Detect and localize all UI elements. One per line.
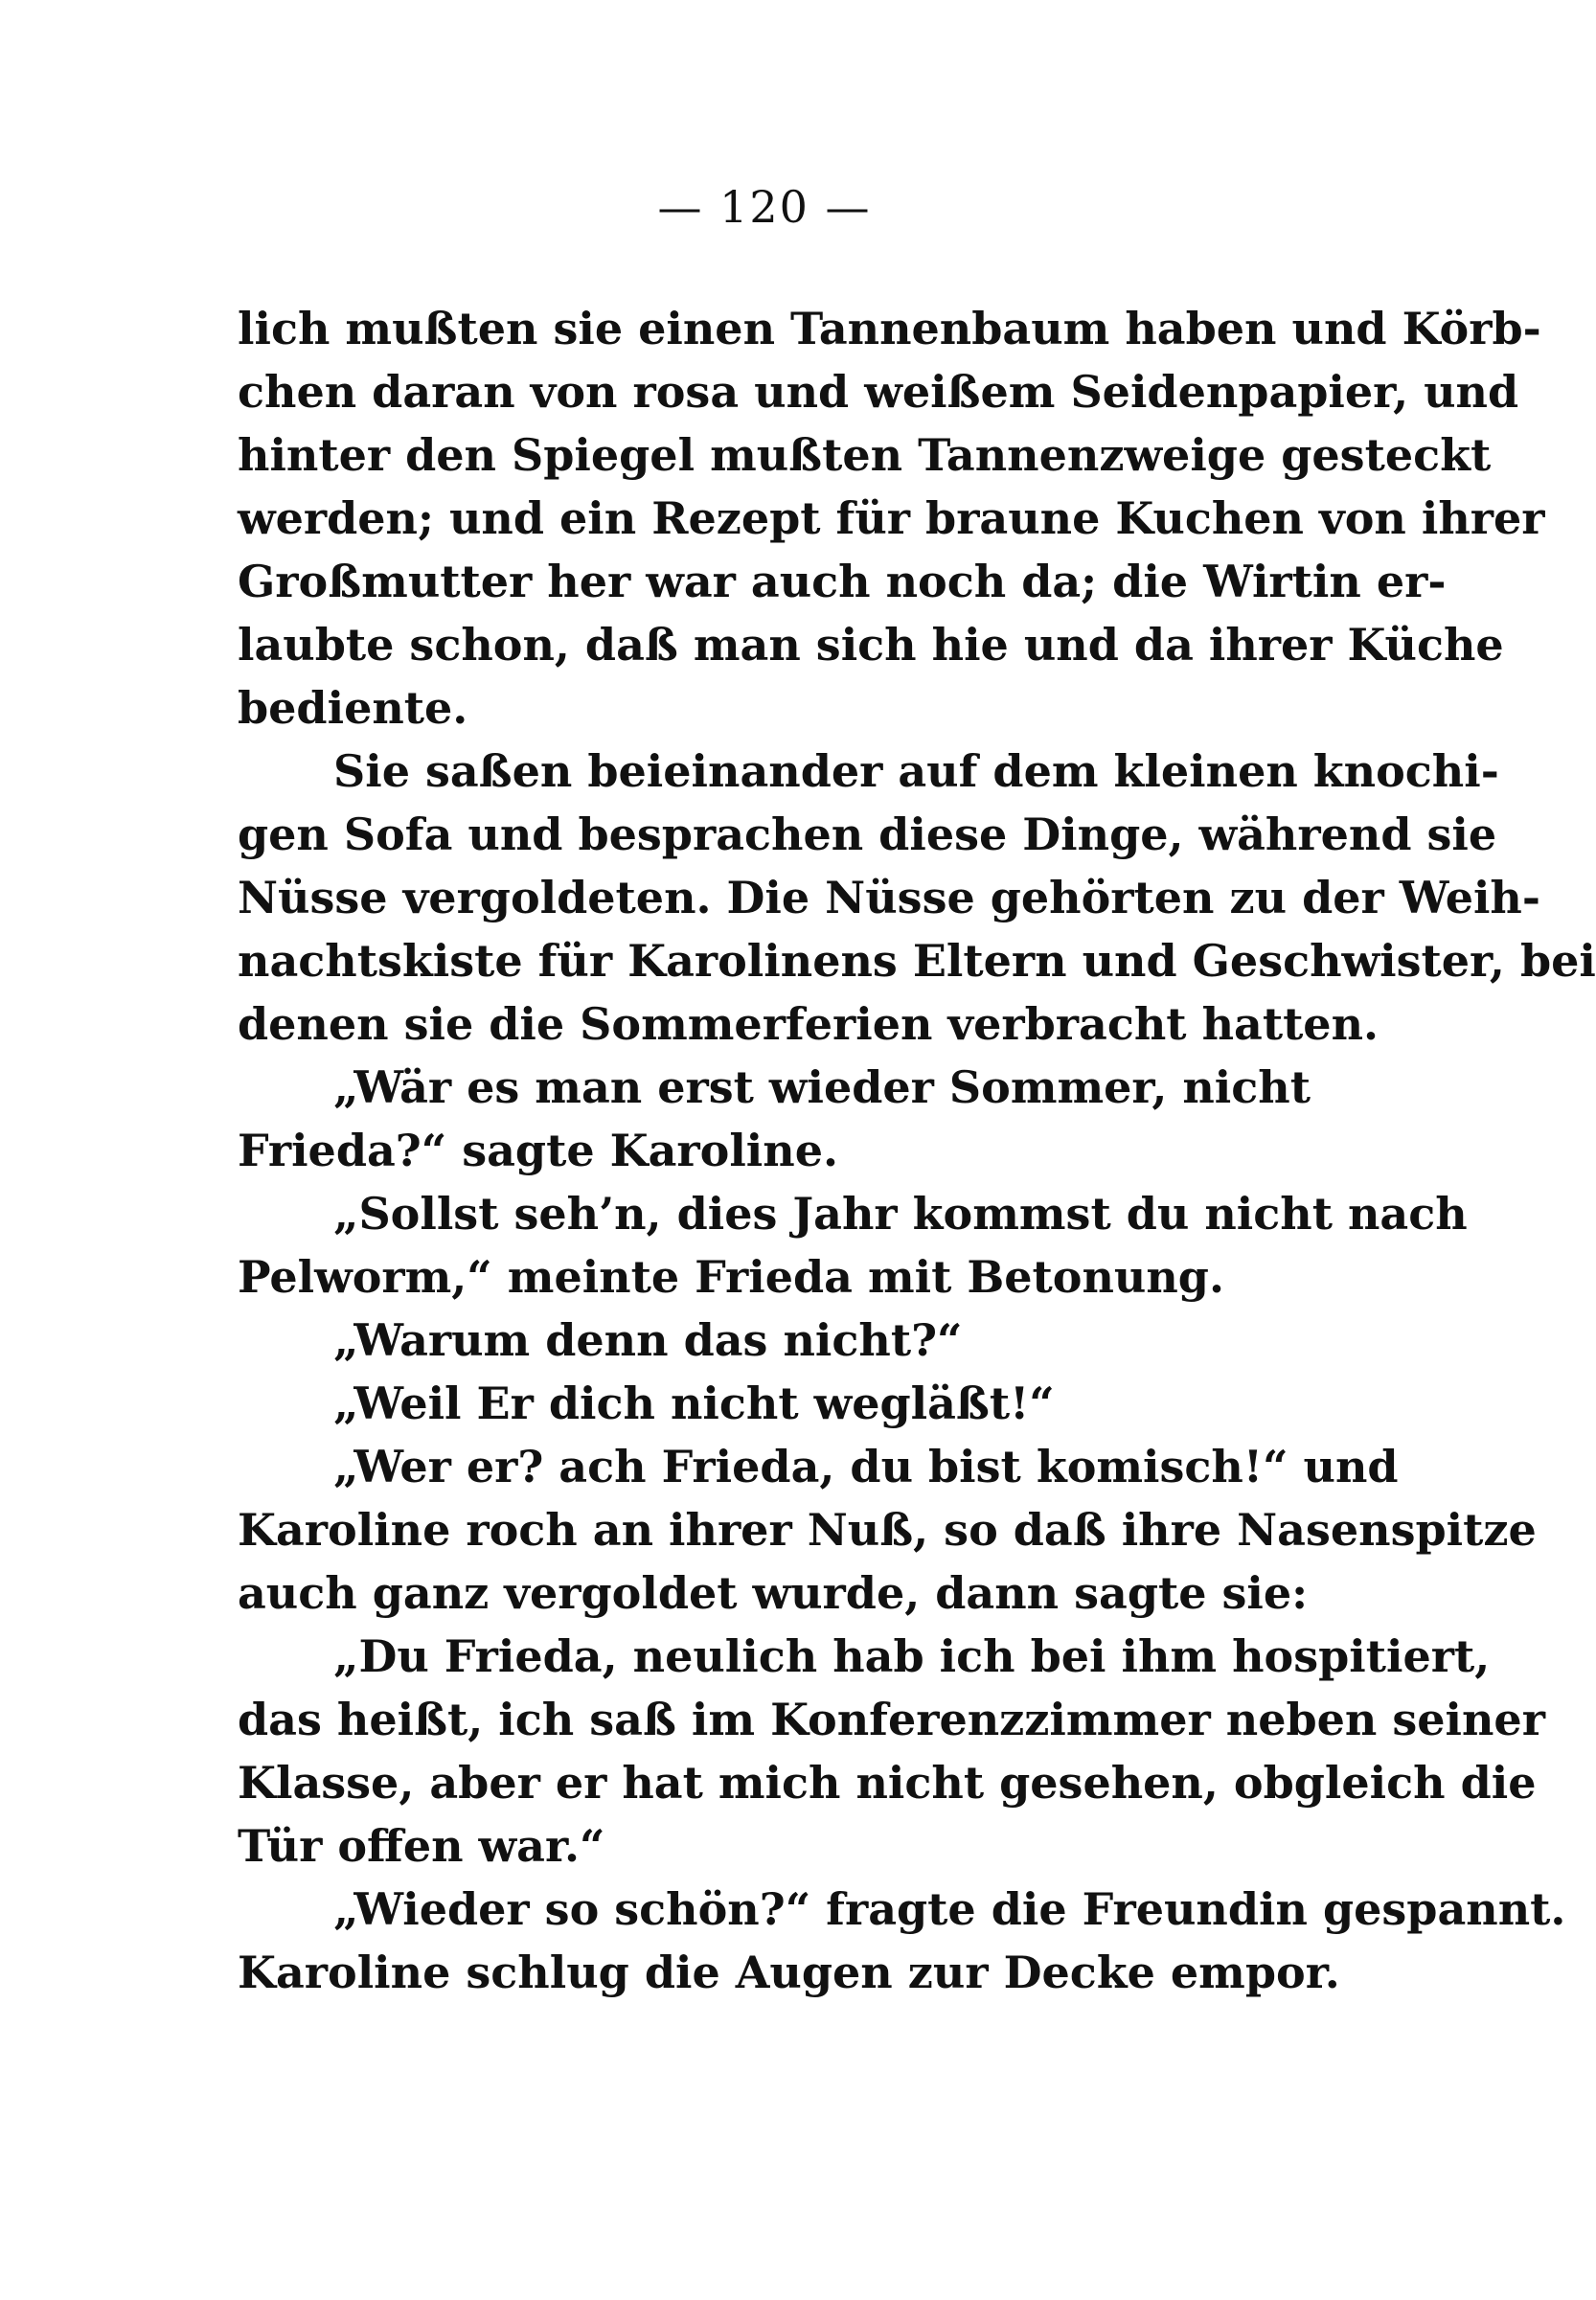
text-line: laubte schon, daß man sich hie und da ihrer Küche xyxy=(238,619,1504,671)
text-line: Karoline schlug die Augen zur Decke empor. xyxy=(238,1947,1340,1998)
text-line: „Wer er? ach Frieda, du bist komisch!“ und xyxy=(333,1441,1399,1492)
text-line: Pelworm,“ meinte Frieda mit Betonung. xyxy=(238,1251,1224,1303)
text-line: chen daran von rosa und weißem Seidenpapier, und xyxy=(238,366,1519,418)
text-line: das heißt, ich saß im Konferenzzimmer neben seiner xyxy=(238,1694,1545,1745)
text-line: werden; und ein Rezept für braune Kuchen von ihrer xyxy=(238,492,1545,544)
text-line: Karoline roch an ihrer Nuß, so daß ihre Nasenspitze xyxy=(238,1504,1537,1556)
text-line: nachtskiste für Karolinens Eltern und Geschwister, bei xyxy=(238,935,1596,987)
text-line: denen sie die Sommerferien verbracht hatten. xyxy=(238,998,1379,1050)
text-line: bediente. xyxy=(238,682,468,734)
text-line: „Warum denn das nicht?“ xyxy=(333,1314,963,1366)
text-line: hinter den Spiegel mußten Tannenzweige gesteckt xyxy=(238,429,1492,481)
text-line: lich mußten sie einen Tannenbaum haben und Körb- xyxy=(238,303,1541,354)
text-line: Klasse, aber er hat mich nicht gesehen, obgleich die xyxy=(238,1757,1537,1809)
text-line: Großmutter her war auch noch da; die Wirtin er- xyxy=(238,556,1447,607)
text-line: „Wieder so schön?“ fragte die Freundin gespannt. xyxy=(333,1883,1566,1935)
book-page xyxy=(238,0,1596,2300)
page-number: — 120 — xyxy=(657,181,872,233)
text-line: gen Sofa und besprachen diese Dinge, während sie xyxy=(238,808,1497,860)
text-line: auch ganz vergoldet wurde, dann sagte sie: xyxy=(238,1567,1309,1619)
text-line: „Sollst seh’n, dies Jahr kommst du nicht nach xyxy=(333,1188,1468,1240)
text-line: „Du Frieda, neulich hab ich bei ihm hospitiert, xyxy=(333,1630,1491,1682)
text-line: Tür offen war.“ xyxy=(238,1820,605,1872)
text-line: Nüsse vergoldeten. Die Nüsse gehörten zu der Weih- xyxy=(238,872,1540,923)
text-line: „Wär es man erst wieder Sommer, nicht xyxy=(333,1061,1311,1113)
text-line: „Weil Er dich nicht wegläßt!“ xyxy=(333,1378,1055,1429)
text-line: Frieda?“ sagte Karoline. xyxy=(238,1125,838,1176)
text-line: Sie saßen beieinander auf dem kleinen knochi- xyxy=(333,745,1499,797)
